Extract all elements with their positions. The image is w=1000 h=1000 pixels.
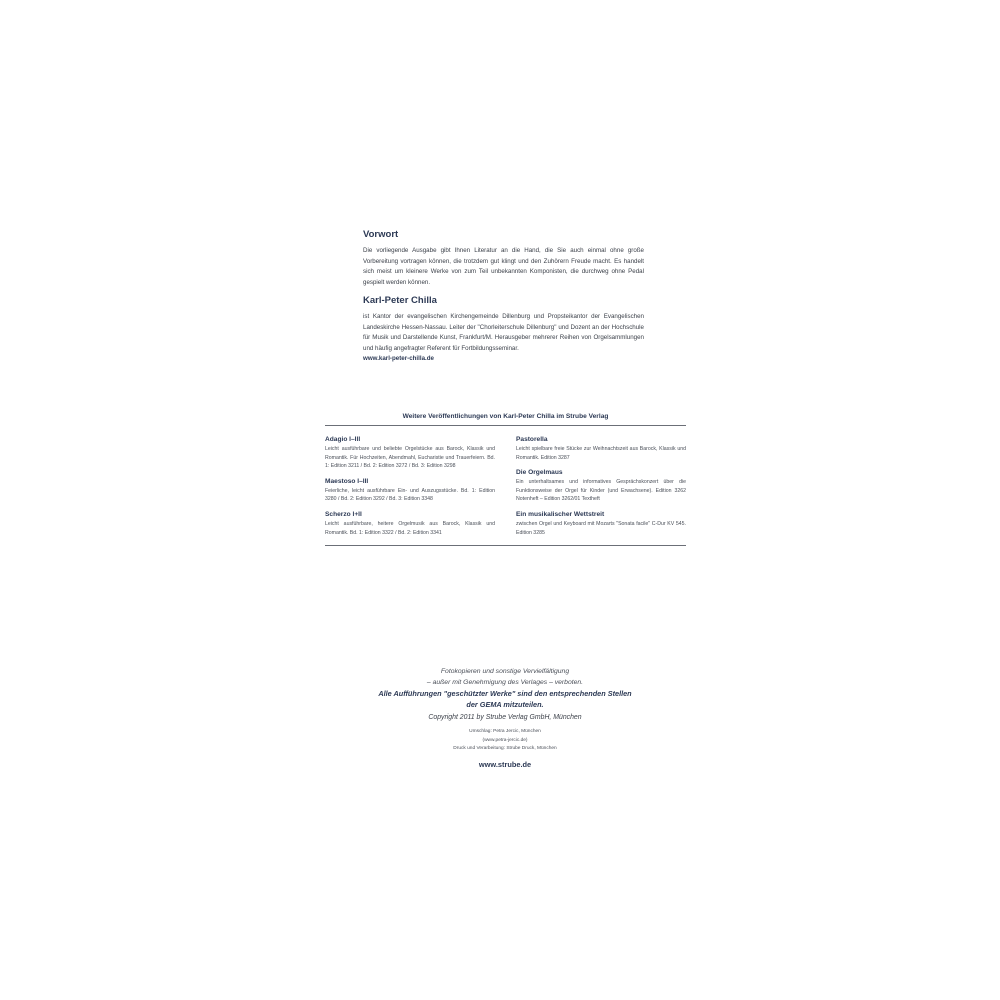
author-section [363,295,644,362]
publications-right-column [516,435,686,545]
copyright-line: Copyright 2011 by Strube Verlag GmbH, München [428,714,582,721]
publications-grid [325,426,686,545]
publication-title: Adagio I–III [325,436,361,443]
copy-notice [360,666,650,689]
publication-title: Ein musikalischer Wettstreit [516,510,605,518]
publication-title: Pastorella [516,436,548,443]
publication-description: Leicht ausführbare, heitere Orgelmusik aus Barock, Klassik und Romantik. Bd. 1: Edition 3322 / Bd. 2: Edition 3341 [325,520,495,536]
author-website-link[interactable]: www.karl-peter-chilla.de [363,355,434,362]
publication-item [325,435,495,471]
publications-left-column [325,435,495,545]
gema-notice-line: Alle Aufführungen "geschützter Werke" sind den entsprechenden Stellen [378,689,632,698]
copy-notice-line: – außer mit Genehmigung des Verlages – verboten. [426,679,584,687]
publications-heading: Weitere Veröffentlichungen von Karl-Peter Chilla im Strube Verlag [402,413,609,420]
publication-description: Feierliche, leicht ausführbare Ein- und Auszugsstücke. Bd. 1: Edition 3280 / Bd. 2: Edition 3292 / Bd. 3: Edition 3348 [325,487,495,503]
print-credit: Druck und Verarbeitung: Strube Druck, München [453,746,557,752]
publications-box [325,411,686,546]
publication-item [516,468,686,504]
cover-credit-url: (www.petra-jercic.de) [482,737,528,743]
publication-item [325,510,495,537]
publication-item [325,477,495,504]
vorwort-title: Vorwort [363,229,399,240]
publication-item [516,510,686,537]
gema-notice [360,688,650,711]
copy-notice-line: Fotokopieren und sonstige Vervielfältigung [440,668,570,675]
publication-title: Scherzo I+II [325,510,362,518]
publication-title: Maestoso I–III [325,477,369,485]
author-name: Karl-Peter Chilla [363,295,437,306]
publication-description: Leicht spielbare freie Stücke zur Weihnachtszeit aus Barock, Klassik und Romantik. Edition 3287 [516,446,686,461]
cover-credit: Umschlag: Petra Jercic, München [469,729,541,734]
publication-description: zwischen Orgel und Keyboard mit Mozarts "Sonata facile" C-Dur KV 545. Edition 3285 [516,520,686,536]
publication-item [516,435,686,462]
publisher-website-link[interactable]: www.strube.de [478,760,532,769]
publication-description: Leicht ausführbare und beliebte Orgelstücke aus Barock, Klassik und Romantik. Für Hochzeiten, Abendmahl, Eucharistie und Trauerfeiern. Bd. 1: Edition 3211 / Bd. 2: Edition 3272 / Bd. 3: Edition 3298 [325,446,495,470]
vorwort-text: Die vorliegende Ausgabe gibt Ihnen Literatur an die Hand, die Sie auch einmal ohne große Vorbereitung vortragen können, die trotzdem gut klingt und den Zuhörern Freude macht. Es handelt sich meist um kleinere Werke von zum Teil unbekannten Komponisten, die durchweg ohne Pedal gespielt werden können. [363,247,644,286]
publications-bottom-rule [325,545,686,546]
author-bio: ist Kantor der evangelischen Kirchengemeinde Dillenburg und Propsteikantor der Evangelischen Landeskirche Hessen-Nassau. Leiter der "Chorleiterschule Dillenburg" und Dozent an der Hochschule für Musik und Darstellende Kunst, Frankfurt/M. Herausgeber mehrerer Reihen von Orgelsammlungen und häufig angefragter Referent für Fortbildungsseminar. [363,313,644,352]
gema-notice-line: der GEMA mitzuteilen. [466,700,544,710]
publication-description: Ein unterhaltsames und informatives Gesprächskonzert über die Funktionsweise der Orgel für Kinder (und Erwachsene). Edition 3262 Notenheft – Edition 3262/01 Textheft [516,479,686,503]
credits [360,728,650,754]
vorwort-section [363,229,644,288]
publication-title: Die Orgelmaus [516,469,563,477]
